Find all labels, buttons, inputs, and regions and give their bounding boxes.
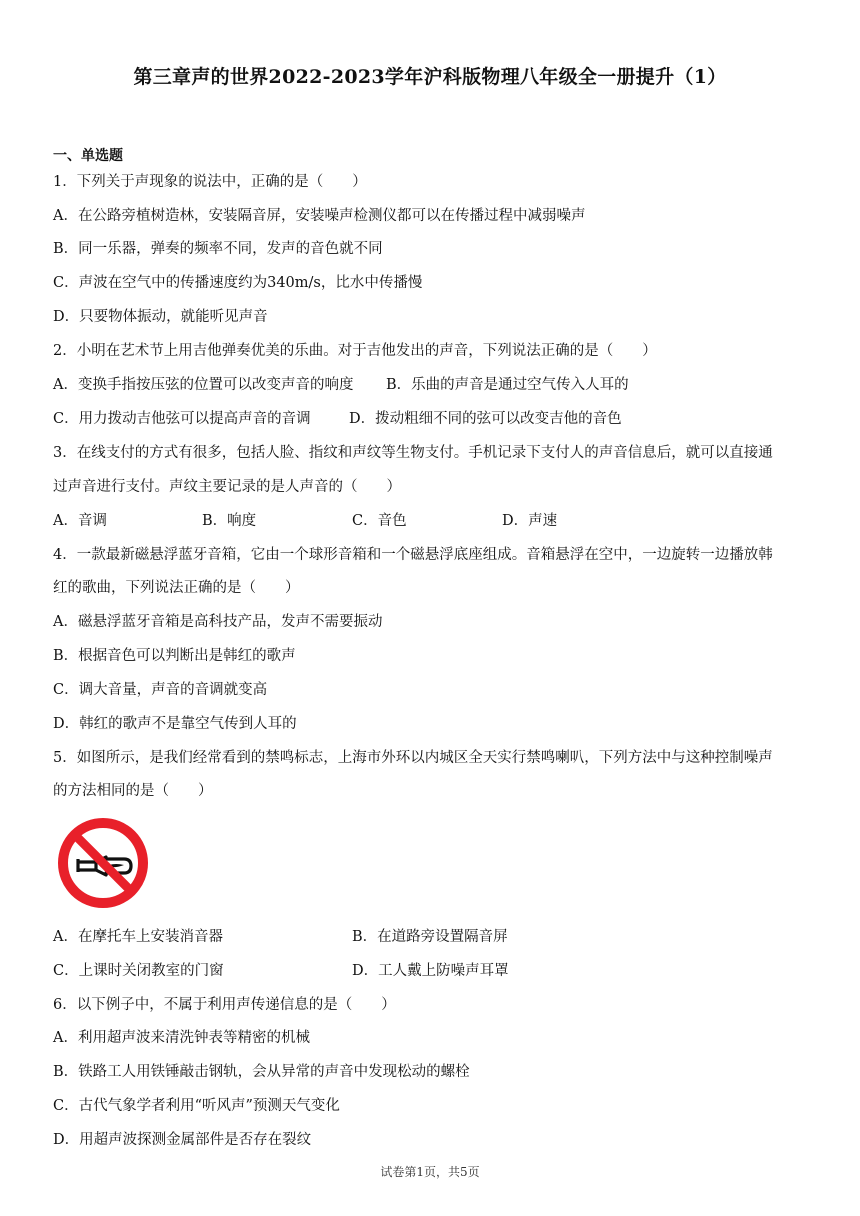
question-4-stem-line2: 红的歌曲，下列说法正确的是（ ） <box>53 580 300 596</box>
question-2-stem: 2．小明在艺术节上用吉他弹奏优美的乐曲。对于吉他发出的声音，下列说法正确的是（ ） <box>53 343 657 359</box>
question-5-option-d: D．工人戴上防噪声耳罩 <box>352 963 509 979</box>
question-5-stem-line1: 5．如图所示，是我们经常看到的禁鸣标志，上海市外环以内城区全天实行禁鸣喇叭，下列方法中与这种控制噪声 <box>53 750 773 766</box>
question-4-option-a: A．磁悬浮蓝牙音箱是高科技产品，发声不需要振动 <box>53 614 383 630</box>
page-footer: 试卷第1页，共5页 <box>380 1165 480 1179</box>
question-4-option-c: C．调大音量，声音的音调就变高 <box>53 682 268 698</box>
section-heading: 一、单选题 <box>53 148 123 164</box>
question-1-option-d: D．只要物体振动，就能听见声音 <box>53 309 268 325</box>
question-1-option-b: B．同一乐器，弹奏的频率不同，发声的音色就不同 <box>53 241 383 257</box>
question-2-option-a: A．变换手指按压弦的位置可以改变声音的响度 <box>53 377 354 393</box>
question-6-option-c: C．古代气象学者利用“听风声”预测天气变化 <box>53 1098 340 1114</box>
question-5-option-b: B．在道路旁设置隔音屏 <box>352 929 508 945</box>
question-6-option-a: A．利用超声波来清洗钟表等精密的机械 <box>53 1030 310 1046</box>
question-2-option-d: D．拨动粗细不同的弦可以改变吉他的音色 <box>349 411 622 427</box>
question-5-stem-line2: 的方法相同的是（ ） <box>53 783 213 799</box>
question-4-option-d: D．韩红的歌声不是靠空气传到人耳的 <box>53 716 297 732</box>
question-3-option-d: D．声速 <box>502 513 558 529</box>
question-2-option-c: C．用力拨动吉他弦可以提高声音的音调 <box>53 411 311 427</box>
question-6-option-b: B．铁路工人用铁锤敲击钢轨，会从异常的声音中发现松动的螺栓 <box>53 1064 470 1080</box>
no-horn-icon <box>54 815 154 911</box>
page-title: 第三章声的世界2022-2023学年沪科版物理八年级全一册提升（1） <box>133 66 727 88</box>
question-1-stem: 1．下列关于声现象的说法中，正确的是（ ） <box>53 174 367 190</box>
question-3-option-a: A．音调 <box>53 513 107 529</box>
question-6-option-d: D．用超声波探测金属部件是否存在裂纹 <box>53 1132 312 1148</box>
question-2-option-b: B．乐曲的声音是通过空气传入人耳的 <box>386 377 629 393</box>
question-3-stem-line2: 过声音进行支付。声纹主要记录的是人声音的（ ） <box>53 479 401 495</box>
no-horn-sign <box>54 815 154 911</box>
question-3-option-b: B．响度 <box>202 513 257 529</box>
question-6-stem: 6．以下例子中，不属于利用声传递信息的是（ ） <box>53 997 396 1013</box>
question-1-option-c: C．声波在空气中的传播速度约为340m/s，比水中传播慢 <box>53 275 423 291</box>
question-3-option-c: C．音色 <box>352 513 407 529</box>
question-4-stem-line1: 4．一款最新磁悬浮蓝牙音箱，它由一个球形音箱和一个磁悬浮底座组成。音箱悬浮在空中，一边旋转一边播放韩 <box>53 547 773 563</box>
question-5-option-c: C．上课时关闭教室的门窗 <box>53 963 224 979</box>
question-1-option-a: A．在公路旁植树造林，安装隔音屏，安装噪声检测仪都可以在传播过程中减弱噪声 <box>53 208 586 224</box>
question-5-option-a: A．在摩托车上安装消音器 <box>53 929 223 945</box>
question-3-stem-line1: 3．在线支付的方式有很多，包括人脸、指纹和声纹等生物支付。手机记录下支付人的声音信息后，就可以直接通 <box>53 445 773 461</box>
question-4-option-b: B．根据音色可以判断出是韩红的歌声 <box>53 648 296 664</box>
